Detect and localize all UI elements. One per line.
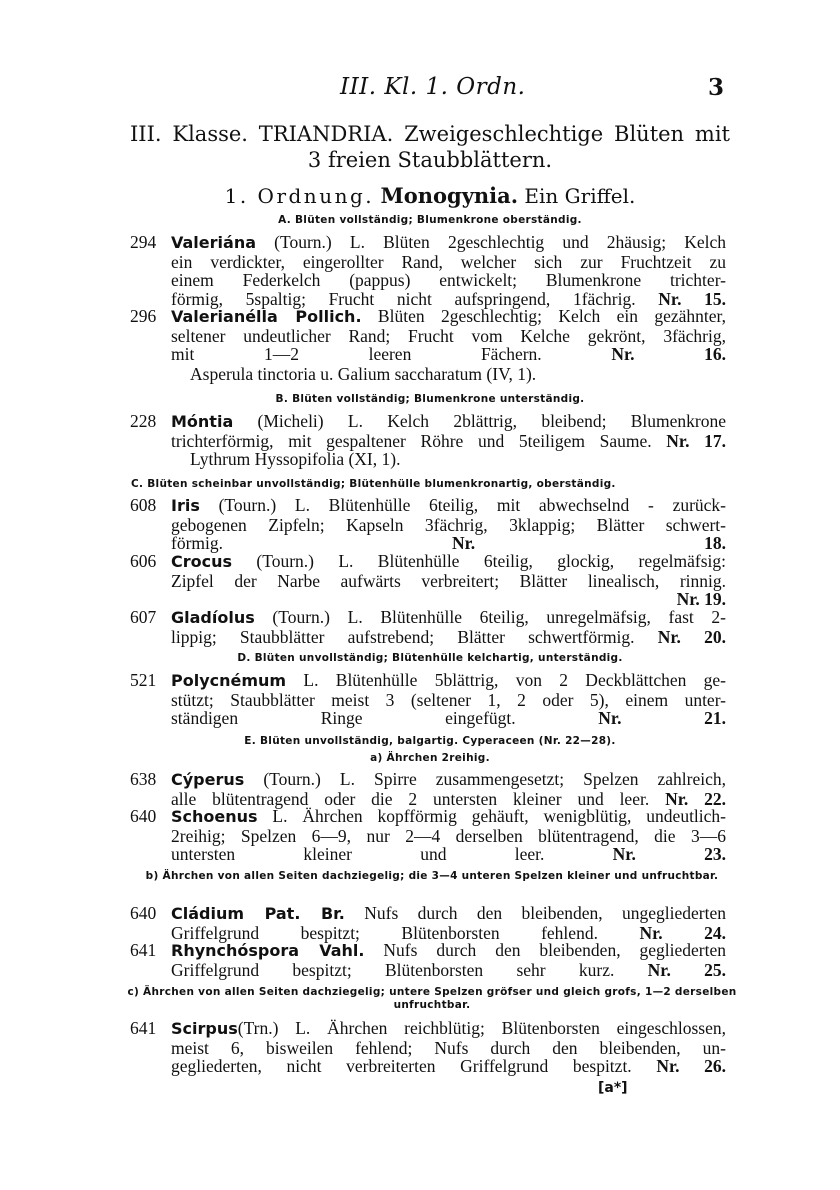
section-e-b: b) Ährchen von allen Seiten dachziegelig; die 3—4 unteren Spelzen kleiner und unfruchtbar. <box>145 870 719 882</box>
class-heading <box>130 121 730 173</box>
running-header <box>0 74 840 104</box>
entry-gladiolus: 607 Gladíolus (Tourn.) L. Blütenhülle 6teilig, unregelmäfsig, fast 2- lippig; Staubblätter aufstrebend; Blätter schwertförmig. Nr. 20. <box>130 607 727 647</box>
entry-polycnemum: 521 Polycnémum L. Blütenhülle 5blättrig, von 2 Deckblättchen ge- stützt; Staubblätter meist 3 (seltener 1, 2 oder 5), einem unter- ständigen Ringe eingefügt. Nr. 21. <box>130 670 727 728</box>
class-heading-line2: 3 freien Staubblättern. <box>307 148 553 172</box>
section-e-a: a) Ährchen 2reihig. <box>370 752 490 764</box>
entry-cladium: 640 Cládium Pat. Br. Nufs durch den bleibenden, ungegliederten Griffelgrund bespitzt; Blütenborsten fehlend. Nr. 24. <box>130 903 726 943</box>
cross-reference: Asperula tinctoria u. Galium saccharatum (IV, 1). <box>190 364 537 384</box>
entry-rhynchospora: 641 Rhynchóspora Vahl. Nufs durch den bleibenden, gegliederten Griffelgrund bespitzt; Blütenborsten sehr kurz. Nr. 25. <box>130 940 726 980</box>
running-title: III. Kl. 1. Ordn. <box>340 74 526 100</box>
order-desc: Ein Griffel. <box>524 184 636 208</box>
order-label: 1. Ordnung. <box>224 184 375 208</box>
entry-schoenus: 640 Schoenus L. Ährchen kopfförmig gehäuft, wenigblütig, undeutlich- 2reihig; Spelzen 6—9, nur 2—4 derselben blütentragend, die 3—6 untersten kleiner und leer. Nr. 23. <box>130 806 727 864</box>
order-heading <box>130 183 730 208</box>
entry-iris: 608 Iris (Tourn.) L. Blütenhülle 6teilig, mit abwechselnd - zurück- gebogenen Zipfeln; Kapseln 3fächrig, 3klappig; Blätter schwert- förmig. Nr. 18. <box>130 495 727 553</box>
page-number: 3 <box>708 74 725 101</box>
entry-montia: 228 Móntia (Micheli) L. Kelch 2blättrig, bleibend; Blumenkrone trichterförmig, mit gespaltener Röhre und 5teiligem Saume. Nr. 17. <box>130 411 727 451</box>
entry-valerianella: 296 Valerianélla Pollich. Blüten 2geschlechtig; Kelch ein gezähnter, seltener undeutlicher Rand; Frucht vom Kelche gekrönt, 3fächrig, mit 1—2 leeren Fächern. Nr. 16. <box>130 306 727 364</box>
class-heading-line1: III. Klasse. TRIANDRIA. Zweigeschlechtige Blüten mit <box>130 122 730 146</box>
section-e: E. Blüten unvollständig, balgartig. Cyperaceen (Nr. 22—28). <box>244 735 616 747</box>
entry-crocus: 606 Crocus (Tourn.) L. Blütenhülle 6teilig, glockig, regelmäfsig: Zipfel der Narbe aufwärts verbreitert; Blätter linealisch, rinnig. Nr. 19. <box>130 551 726 609</box>
entry-number: 294 <box>130 232 157 252</box>
section-d: D. Blüten unvollständig; Blütenhülle kelchartig, unterständig. <box>237 652 623 664</box>
ref-number: Nr. 15. <box>658 288 726 309</box>
genus-name: Valeriána <box>171 233 256 252</box>
order-name: Monogynia. <box>380 183 519 208</box>
section-a: A. Blüten vollständig; Blumenkrone oberständig. <box>278 214 582 226</box>
printer-signature: [a*] <box>598 1080 628 1096</box>
entry-scirpus: 641 Scirpus(Trn.) L. Ährchen reichblütig; Blütenborsten eingeschlossen, meist 6, bisweilen fehlend; Nufs durch den bleibenden, un- gegliederten, nicht verbreiterten Griffelgrund bespitzt. Nr. 26. <box>130 1018 727 1076</box>
section-e-c: c) Ährchen von allen Seiten dachziegelig; untere Spelzen gröfser und gleich grofs, 1—2 derselben unfruchtbar. <box>127 986 737 1011</box>
cross-reference: Lythrum Hyssopifolia (XI, 1). <box>190 449 401 469</box>
section-c: C. Blüten scheinbar unvollständig; Blütenhülle blumenkronartig, oberständig. <box>131 478 616 490</box>
entry-cyperus: 638 Cýperus (Tourn.) L. Spirre zusammengesetzt; Spelzen zahlreich, alle blütentragend oder die 2 untersten kleiner und leer. Nr. 22. <box>130 769 727 809</box>
entry-valeriana: 294 Valeriána (Tourn.) L. Blüten 2geschlechtig und 2häusig; Kelch ein verdickter, eingerollter Rand, welcher sich zur Fruchtzeit zu einem Federkelch (pappus) entwickelt; Blumenkrone trichter- förmig, 5spaltig; Frucht nicht aufspringend, 1fächrig. Nr. 15. <box>130 232 727 309</box>
section-b: B. Blüten vollständig; Blumenkrone unterständig. <box>275 393 585 405</box>
